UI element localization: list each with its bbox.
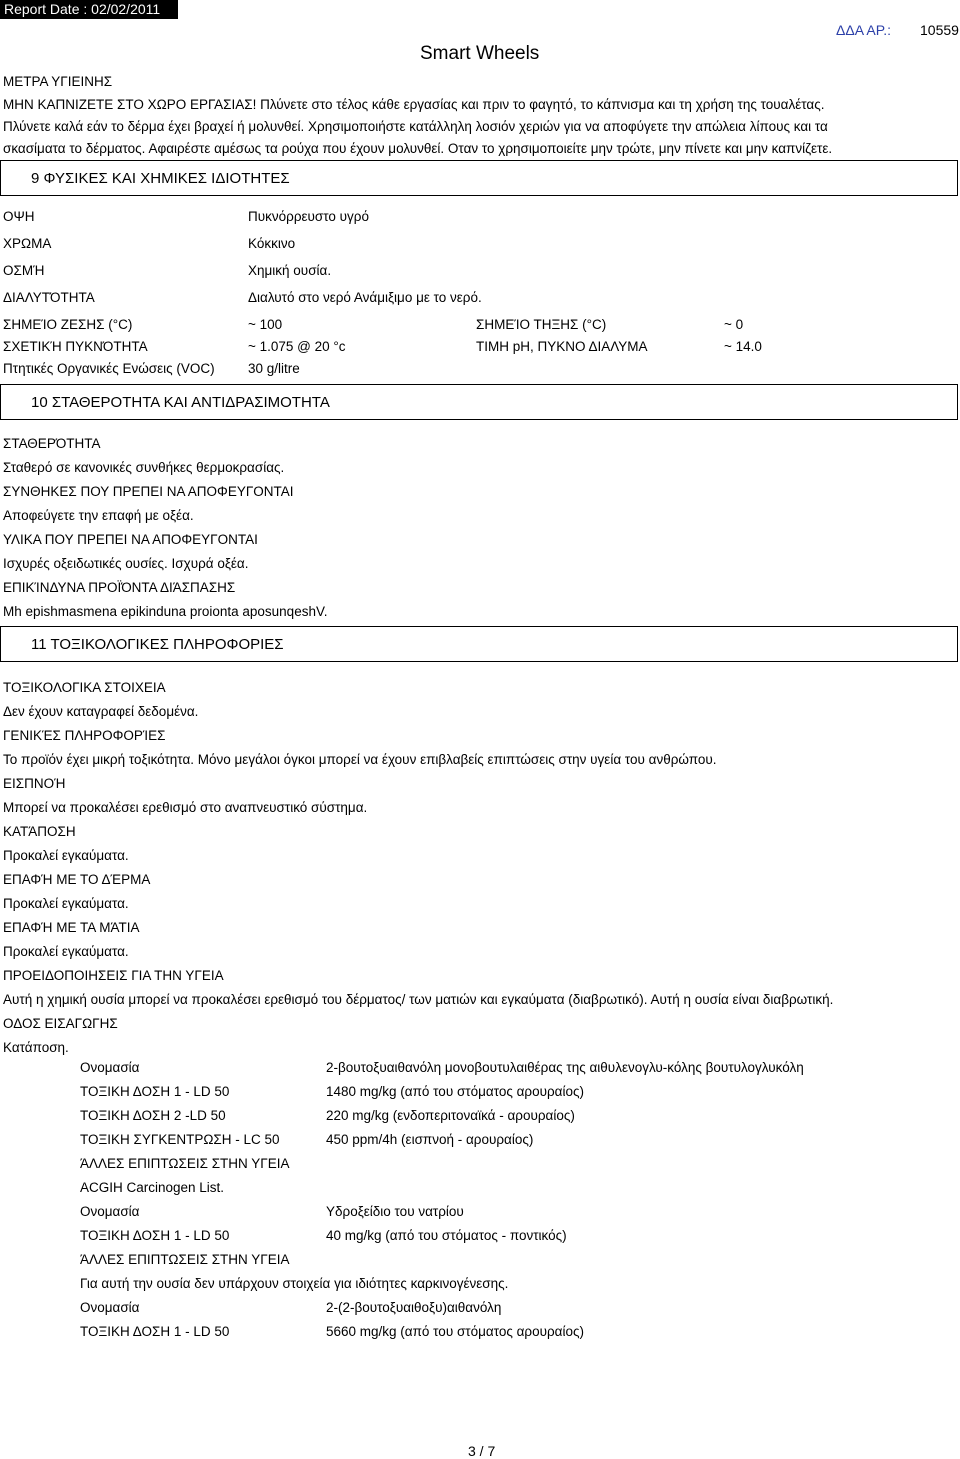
boiling-point-label: ΣΗΜΕΊΟ ΖΕΣΗΣ (°C) — [3, 317, 133, 332]
density-value: ~ 1.075 @ 20 °c — [248, 339, 346, 354]
section-11-line: ΤΟΞΙΚΟΛΟΓΙΚΑ ΣΤΟΙΧΕΙΑ — [3, 680, 166, 695]
tox-label: ΤΟΞΙΚΗ ΣΥΓΚΕΝΤΡΩΣΗ - LC 50 — [80, 1132, 280, 1147]
tox-label: Για αυτή την ουσία δεν υπάρχουν στοιχεία για ιδιότητες καρκινογένεσης. — [80, 1276, 509, 1291]
section-11-line: Αυτή η χημική ουσία μπορεί να προκαλέσει ερεθισμό του δέρματος/ των ματιών και εγκαύματα (διαβρωτικό). Αυτή η ουσία είναι διαβρωτική. — [3, 992, 834, 1007]
section-9-title: 9 ΦΥΣΙΚΕΣ ΚΑΙ ΧΗΜΙΚΕΣ ΙΔΙΟΤΗΤΕΣ — [31, 170, 290, 187]
hygiene-line: Πλύνετε καλά εάν το δέρμα έχει βραχεί ή μολυνθεί. Χρησιμοποιήστε κατάλληλη λοσιόν χεριών για να αποφύγετε την απώλεια λίπους και τα — [3, 119, 828, 134]
section-11-header — [0, 626, 958, 662]
dda-number: 10559 — [920, 22, 959, 38]
tox-label: ΤΟΞΙΚΗ ΔΟΣΗ 1 - LD 50 — [80, 1084, 230, 1099]
prop-label: ΔΙΑΛΥΤΌΤΗΤΑ — [3, 290, 95, 305]
tox-value: Υδροξείδιο του νατρίου — [326, 1204, 464, 1219]
prop-label: ΟΨΗ — [3, 209, 35, 224]
page-number: 3 / 7 — [468, 1443, 496, 1459]
tox-label: ΆΛΛΕΣ ΕΠΙΠΤΩΣΕΙΣ ΣΤΗΝ ΥΓΕΙΑ — [80, 1252, 290, 1267]
tox-label: ΤΟΞΙΚΗ ΔΟΣΗ 1 - LD 50 — [80, 1324, 230, 1339]
tox-value: 1480 mg/kg (από του στόματος αρουραίος) — [326, 1084, 584, 1099]
section-11-line: ΓΕΝΙΚΈΣ ΠΛΗΡΟΦΟΡΊΕΣ — [3, 728, 166, 743]
section-10-line: ΣΥΝΘΗΚΕΣ ΠΟΥ ΠΡΕΠΕΙ ΝΑ ΑΠΟΦΕΥΓΟΝΤΑΙ — [3, 484, 294, 499]
section-10-line: ΥΛΙΚΑ ΠΟΥ ΠΡΕΠΕΙ ΝΑ ΑΠΟΦΕΥΓΟΝΤΑΙ — [3, 532, 258, 547]
boiling-point-value: ~ 100 — [248, 317, 283, 332]
ph-label: ΤΙΜΗ pH, ΠΥΚΝΟ ΔΙΑΛΥΜΑ — [476, 339, 648, 354]
document-title: Smart Wheels — [420, 43, 540, 64]
prop-label: ΟΣΜΉ — [3, 263, 45, 278]
section-10-line: ΕΠΙΚΊΝΔΥΝΑ ΠΡΟΪΌΝΤΑ ΔΙΆΣΠΑΣΗΣ — [3, 580, 236, 595]
section-11-line: ΕΠΑΦΉ ΜΕ ΤΟ ΔΈΡΜΑ — [3, 872, 151, 887]
voc-value: 30 g/litre — [248, 361, 300, 376]
section-11-line: Κατάποση. — [3, 1040, 69, 1055]
ph-value: ~ 14.0 — [724, 339, 762, 354]
section-10-line: Σταθερό σε κανονικές συνθήκες θερμοκρασίας. — [3, 460, 285, 475]
tox-label: Ονομασία — [80, 1060, 140, 1075]
tox-value: 5660 mg/kg (από του στόματος αρουραίος) — [326, 1324, 584, 1339]
section-10-line: Αποφεύγετε την επαφή με οξέα. — [3, 508, 194, 523]
prop-value: Διαλυτό στο νερό Ανάμιξιμο με το νερό. — [248, 290, 482, 305]
prop-value: Πυκνόρρευστο υγρό — [248, 209, 369, 224]
density-label: ΣΧΕΤΙΚΉ ΠΥΚΝΌΤΗΤΑ — [3, 339, 148, 354]
tox-value: 2-βουτοξυαιθανόλη μονοβουτυλαιθέρας της αιθυλενογλυ-κόλης βουτυλογλυκόλη — [326, 1060, 804, 1075]
section-11-line: ΕΙΣΠΝΟΉ — [3, 776, 66, 791]
tox-value: 40 mg/kg (από του στόματος - ποντικός) — [326, 1228, 567, 1243]
hygiene-line: ΜΗΝ ΚΑΠΝΙΖΕΤΕ ΣΤΟ ΧΩΡΟ ΕΡΓΑΣΙΑΣ! Πλύνετε στο τέλος κάθε εργασίας και πριν το φαγητό, το κάπνισμα και τη χρήση της τουαλέτας. — [3, 97, 825, 112]
tox-label: ΆΛΛΕΣ ΕΠΙΠΤΩΣΕΙΣ ΣΤΗΝ ΥΓΕΙΑ — [80, 1156, 290, 1171]
section-10-header — [0, 384, 958, 420]
prop-value: Κόκκινο — [248, 236, 296, 251]
section-11-line: ΟΔΟΣ ΕΙΣΑΓΩΓΗΣ — [3, 1016, 118, 1031]
dda-label: ΔΔΑ ΑΡ.: — [836, 22, 892, 38]
melting-point-value: ~ 0 — [724, 317, 744, 332]
tox-label: ΤΟΞΙΚΗ ΔΟΣΗ 2 -LD 50 — [80, 1108, 226, 1123]
tox-value: 220 mg/kg (ενδοπεριτοναϊκά - αρουραίος) — [326, 1108, 575, 1123]
section-11-line: Προκαλεί εγκαύματα. — [3, 896, 129, 911]
section-10-line: ΣΤΑΘΕΡΌΤΗΤΑ — [3, 436, 101, 451]
tox-value: 450 ppm/4h (εισπνοή - αρουραίος) — [326, 1132, 534, 1147]
tox-label: Ονομασία — [80, 1300, 140, 1315]
prop-value: Χημική ουσία. — [248, 263, 332, 278]
hygiene-line: σκασίματα το δέρματος. Αφαιρέστε αμέσως τα ρούχα που έχουν μολυνθεί. Οταν το χρησιμοποιείτε μην τρώτε, μην πίνετε και μην καπνίζετε. — [3, 141, 833, 156]
section-11-line: ΚΑΤΆΠΟΣΗ — [3, 824, 76, 839]
section-9-header — [0, 160, 958, 196]
section-11-line: Μπορεί να προκαλέσει ερεθισμό στο αναπνευστικό σύστημα. — [3, 800, 368, 815]
voc-label: Πτητικές Οργανικές Ενώσεις (VOC) — [3, 361, 215, 376]
melting-point-label: ΣΗΜΕΊΟ ΤΗΞΗΣ (°C) — [476, 317, 607, 332]
section-10-title: 10 ΣΤΑΘΕΡΟΤΗΤΑ ΚΑΙ ΑΝΤΙΔΡΑΣΙΜΟΤΗΤΑ — [31, 394, 330, 411]
section-10-line: Mh epishmasmena epikinduna proionta aposunqeshV. — [3, 604, 328, 619]
section-11-title: 11 ΤΟΞΙΚΟΛΟΓΙΚΕΣ ΠΛΗΡΟΦΟΡΙΕΣ — [31, 636, 284, 653]
tox-label: ΤΟΞΙΚΗ ΔΟΣΗ 1 - LD 50 — [80, 1228, 230, 1243]
hygiene-heading: ΜΕΤΡΑ ΥΓΙΕΙΝΗΣ — [3, 74, 113, 89]
tox-label: Ονομασία — [80, 1204, 140, 1219]
section-11-line: Προκαλεί εγκαύματα. — [3, 944, 129, 959]
tox-value: 2-(2-βουτοξυαιθοξυ)αιθανόλη — [326, 1300, 502, 1315]
prop-label: ΧΡΩΜΑ — [3, 236, 52, 251]
section-11-line: ΕΠΑΦΉ ΜΕ ΤΑ ΜΆΤΙΑ — [3, 920, 140, 935]
section-11-line: Δεν έχουν καταγραφεί δεδομένα. — [3, 704, 199, 719]
section-10-line: Ισχυρές οξειδωτικές ουσίες. Ισχυρά οξέα. — [3, 556, 249, 571]
section-11-line: Προκαλεί εγκαύματα. — [3, 848, 129, 863]
section-11-line: Το προϊόν έχει μικρή τοξικότητα. Μόνο μεγάλοι όγκοι μπορεί να έχουν επιβλαβείς επιπτώσεις στην υγεία του ανθρώπου. — [3, 752, 717, 767]
tox-label: ACGIH Carcinogen List. — [80, 1180, 225, 1195]
report-date: Report Date : 02/02/2011 — [0, 0, 178, 19]
section-11-line: ΠΡΟΕΙΔΟΠΟΙΗΣΕΙΣ ΓΙΑ ΤΗΝ ΥΓΕΙΑ — [3, 968, 224, 983]
